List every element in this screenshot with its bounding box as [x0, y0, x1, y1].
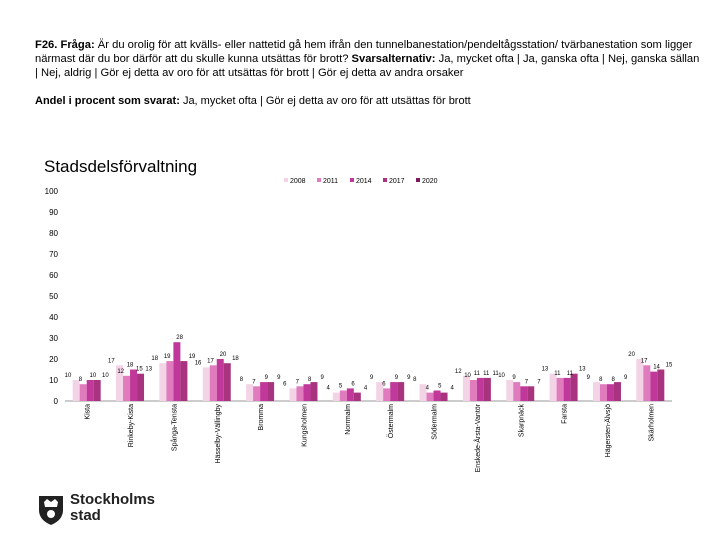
- y-tick-label: 70: [49, 250, 58, 259]
- data-label: 9: [369, 375, 374, 382]
- bar: [224, 363, 231, 401]
- stockholm-logo: [36, 490, 176, 526]
- category-label: Kista: [84, 404, 92, 420]
- data-label: 4: [425, 385, 429, 392]
- bar: [267, 382, 274, 401]
- bar: [340, 391, 347, 402]
- bar: [80, 384, 87, 401]
- data-label: 28: [176, 335, 183, 342]
- category-label: Skarpnäck: [518, 404, 526, 438]
- data-label: 13: [578, 366, 586, 373]
- y-tick-label: 80: [49, 229, 58, 238]
- data-label: 9: [264, 375, 269, 382]
- data-label: 10: [89, 373, 97, 379]
- category-label: Enskede-Årsta-Vantör: [474, 403, 482, 473]
- data-label: 8: [78, 377, 83, 384]
- category-label: Östermalm: [388, 404, 396, 439]
- bar: [347, 388, 354, 401]
- data-label: 11: [554, 370, 561, 377]
- data-label: 5: [338, 383, 343, 390]
- bar: [470, 380, 477, 401]
- bar: [484, 378, 491, 401]
- bar: [657, 370, 664, 402]
- bar: [614, 382, 621, 401]
- bar: [260, 382, 267, 401]
- bar: [289, 388, 296, 401]
- data-label: 4: [363, 385, 368, 392]
- data-label: 15: [665, 362, 673, 369]
- y-tick-label: 100: [44, 187, 58, 196]
- legend-label: 2008: [290, 178, 306, 185]
- subtitle-text: Ja, mycket ofta | Gör ej detta av oro för att utsättas för brott: [182, 95, 471, 107]
- data-label: 8: [308, 377, 312, 384]
- bar: [246, 384, 253, 401]
- bar: [166, 361, 173, 401]
- bar: [650, 372, 657, 401]
- data-label: 20: [628, 352, 635, 358]
- data-label: 8: [239, 377, 244, 384]
- data-label: 16: [194, 360, 202, 367]
- bar: [593, 382, 600, 401]
- data-label: 8: [413, 377, 417, 384]
- bar: [557, 378, 564, 401]
- data-label: 17: [640, 358, 648, 365]
- data-label: 5: [438, 383, 442, 390]
- bar: [354, 393, 361, 401]
- bar: [600, 384, 607, 401]
- category-label: Hägersten-Älvsjö: [604, 404, 612, 458]
- data-label: 14: [653, 364, 660, 371]
- data-label: 19: [163, 354, 171, 361]
- bar: [636, 359, 643, 401]
- category-label: Spånga-Tensta: [171, 404, 179, 452]
- bar: [137, 374, 144, 401]
- bar: [527, 386, 534, 401]
- data-label: 17: [108, 358, 115, 365]
- alternatives-label: Svarsalternativ:: [351, 53, 436, 65]
- data-label: 9: [586, 375, 590, 382]
- bar: [506, 380, 513, 401]
- bar: [513, 382, 520, 401]
- y-tick-label: 20: [49, 355, 58, 364]
- category-label: Bromma: [258, 404, 266, 431]
- data-label: 9: [407, 375, 411, 382]
- bar: [434, 391, 441, 402]
- category-label: Kungsholmen: [301, 404, 309, 447]
- legend-swatch: [284, 178, 288, 182]
- alternatives-text: Ja, mycket ofta | Ja, ganska ofta | Nej, ganska sällan | Nej, aldrig | Gör ej detta av oro för att utsättas för brott | Gör ej detta av andra orsaker: [35, 53, 700, 79]
- category-label: Skärholmen: [648, 404, 656, 442]
- data-label: 18: [232, 356, 239, 363]
- y-tick-label: 30: [49, 334, 58, 343]
- data-label: 7: [295, 379, 299, 386]
- bar: [123, 376, 130, 401]
- stockholm-crown-crest-icon: [36, 490, 66, 526]
- bar: [217, 359, 224, 401]
- legend-swatch: [383, 178, 387, 182]
- data-label: 6: [351, 381, 355, 388]
- bar: [130, 370, 137, 402]
- category-label: Farsta: [561, 404, 569, 424]
- data-label: 10: [464, 373, 471, 379]
- data-label: 17: [207, 358, 214, 365]
- bar: [87, 380, 94, 401]
- category-label: Rinkeby-Kista: [128, 404, 136, 448]
- y-tick-label: 10: [49, 376, 58, 385]
- category-label: Hässelby-Vällingby: [214, 404, 222, 464]
- data-label: 4: [326, 385, 330, 392]
- legend-swatch: [317, 178, 321, 182]
- legend-swatch: [416, 178, 420, 182]
- data-label: 9: [623, 375, 628, 382]
- bar: [571, 374, 578, 401]
- data-label: 8: [611, 377, 615, 384]
- data-label: 4: [450, 385, 454, 392]
- data-label: 15: [136, 366, 143, 373]
- data-label: 11: [483, 370, 490, 377]
- legend-label: 2014: [356, 178, 372, 185]
- bar: [333, 393, 340, 401]
- category-label: Norrmalm: [344, 404, 352, 435]
- bar: [210, 365, 217, 401]
- bar: [643, 365, 650, 401]
- bar: [427, 393, 434, 401]
- data-label: 13: [541, 366, 549, 373]
- data-label: 13: [145, 366, 153, 373]
- question-prefix: F26. Fråga:: [35, 39, 95, 51]
- legend-label: 2011: [323, 178, 339, 185]
- bar: [253, 386, 260, 401]
- bar: [390, 382, 397, 401]
- legend-label: 2017: [389, 178, 405, 185]
- y-tick-label: 0: [53, 397, 58, 406]
- bar: [203, 367, 210, 401]
- bar: [383, 388, 390, 401]
- bar: [173, 342, 180, 401]
- bar: [607, 384, 614, 401]
- data-label: 9: [394, 375, 399, 382]
- bar: [303, 384, 310, 401]
- data-label: 10: [64, 373, 72, 379]
- category-label: Södermalm: [431, 404, 439, 440]
- y-tick-label: 40: [49, 313, 58, 322]
- bar: [159, 363, 166, 401]
- chart-title: Stadsdelsförvaltning: [44, 157, 198, 176]
- logo-line-2: stad: [70, 507, 101, 524]
- bar: [296, 386, 303, 401]
- data-label: 11: [492, 370, 499, 377]
- bar: [180, 361, 187, 401]
- data-label: 12: [454, 368, 462, 375]
- y-tick-label: 60: [49, 271, 58, 280]
- data-label: 7: [252, 379, 256, 386]
- y-tick-label: 90: [49, 208, 58, 217]
- bar: [477, 378, 484, 401]
- bar: [310, 382, 317, 401]
- data-label: 18: [126, 362, 134, 369]
- data-label: 10: [102, 373, 109, 379]
- bar: [550, 374, 557, 401]
- data-label: 11: [566, 370, 573, 377]
- data-label: 8: [599, 377, 603, 384]
- bar: [463, 376, 470, 401]
- data-label: 9: [512, 375, 516, 382]
- data-label: 18: [151, 356, 159, 363]
- data-label: 9: [320, 375, 324, 382]
- legend-label: 2020: [422, 178, 438, 185]
- bar: [94, 380, 101, 401]
- data-label: 10: [498, 373, 505, 379]
- data-label: 6: [283, 381, 287, 388]
- data-label: 7: [537, 379, 541, 386]
- y-tick-label: 50: [49, 292, 58, 301]
- data-label: 11: [473, 370, 481, 377]
- subtitle-label: Andel i procent som svarat:: [35, 95, 180, 107]
- data-label: 6: [382, 381, 386, 388]
- data-label: 9: [277, 375, 281, 382]
- bar: [441, 393, 448, 401]
- bar: [397, 382, 404, 401]
- question-body: Är du orolig för att kvälls- eller nattetid gå hem ifrån den tunnelbanestation/pendeltågsstation/ tvärbanestation som ligger närmast där du bor därför att du skulle kunna utsättas för brott?: [35, 39, 693, 65]
- bar: [564, 378, 571, 401]
- data-label: 12: [117, 368, 125, 375]
- logo-line-1: Stockholms: [70, 491, 156, 508]
- data-label: 19: [188, 354, 196, 361]
- data-label: 20: [219, 352, 227, 358]
- data-label: 7: [524, 379, 529, 386]
- bar: [520, 386, 527, 401]
- legend-swatch: [350, 178, 354, 182]
